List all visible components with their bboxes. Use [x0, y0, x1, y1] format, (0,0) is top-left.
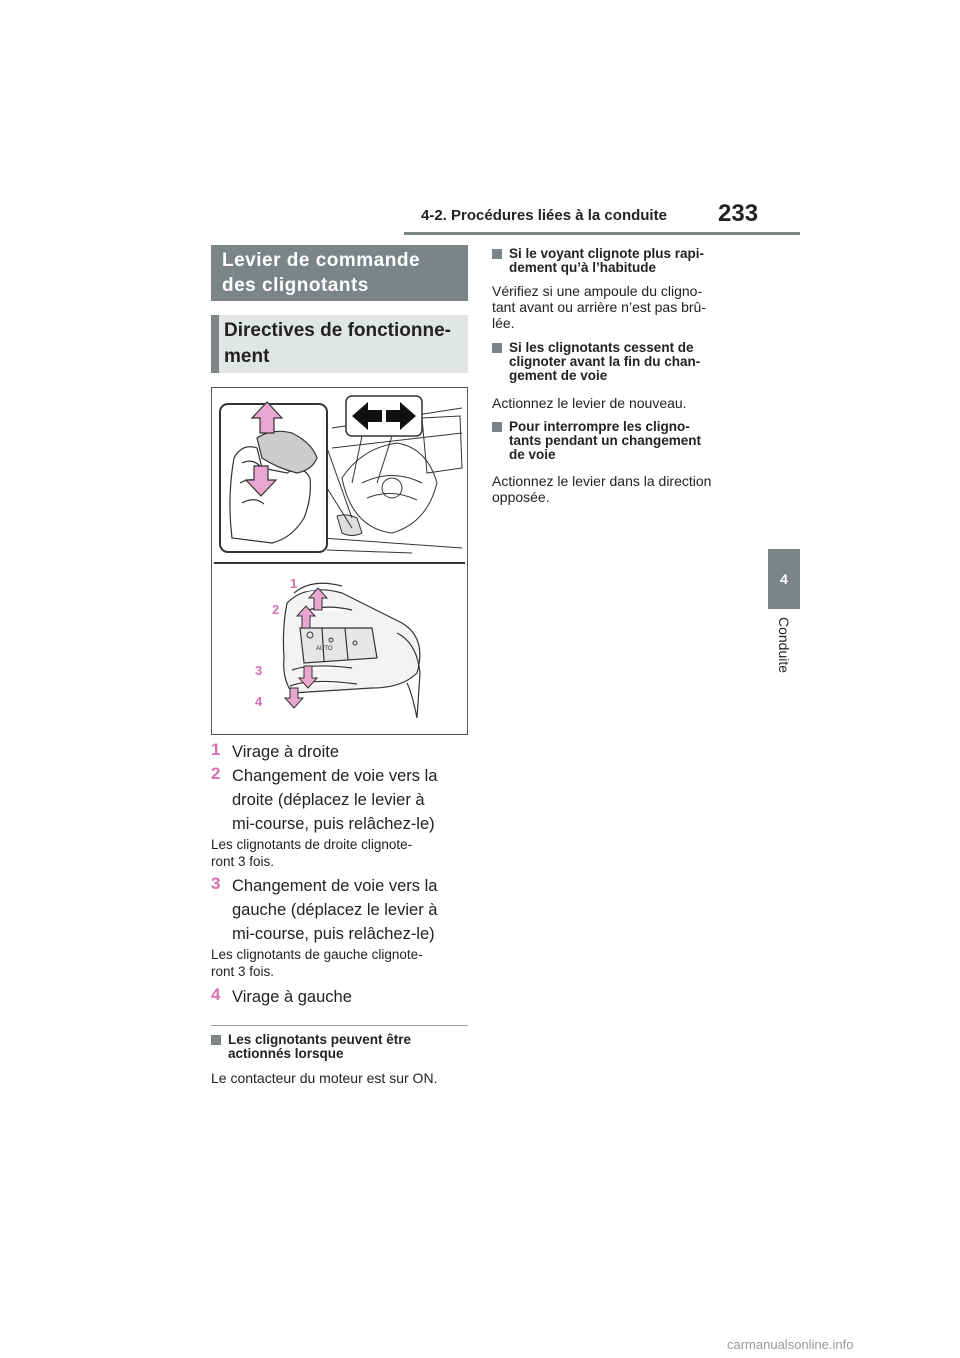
lever-marking: AUTO: [316, 646, 333, 652]
callout-1: 1: [290, 576, 298, 591]
callout-2: 2: [272, 602, 280, 617]
section-title: 4-2. Procédures liées à la conduite: [421, 207, 667, 224]
note-body-interrupt: Actionnez le levier dans la direction opposée.: [492, 473, 712, 505]
callout-4: 4: [255, 694, 263, 709]
list-item-1: 1 Virage à droite: [211, 740, 340, 761]
note-body-fast-blink: Vérifiez si une ampoule du cligno- tant avant ou arrière n’est pas brû- lée.: [492, 283, 707, 331]
square-bullet-icon: [492, 249, 502, 259]
list-item-3-note: Les clignotants de gauche clignote- ront 3 fois.: [211, 947, 423, 979]
square-bullet-icon: [492, 343, 502, 353]
header-rule: [404, 232, 800, 235]
square-bullet-icon: [211, 1035, 221, 1045]
lever-drawing: [283, 583, 420, 718]
chapter-tab: 4: [768, 549, 800, 609]
list-item-2-note: Les clignotants de droite clignote- ront 3 fois.: [211, 837, 413, 869]
list-item-2: 2 Changement de voie vers la droite (déplacez le levier à mi-course, puis relâchez-le): [211, 764, 438, 833]
square-bullet-icon: [492, 422, 502, 432]
footer-watermark: carmanualsonline.info: [727, 1337, 854, 1352]
note-heading-stop-early: Si les clignotants cessent de clignoter avant la fin du chan- gement de voie: [492, 341, 752, 383]
section-divider: [211, 1025, 468, 1026]
note-heading-fast-blink: Si le voyant clignote plus rapi- dement qu’à l’habitude: [492, 247, 752, 275]
note-body-stop-early: Actionnez le levier de nouveau.: [492, 395, 687, 411]
callout-3: 3: [255, 663, 263, 678]
note-heading-interrupt: Pour interrompre les cligno- tants pendant un changement de voie: [492, 420, 752, 462]
main-heading: Levier de commande des clignotants: [222, 250, 421, 296]
note-heading-activation: Les clignotants peuvent être actionnés lorsque: [211, 1033, 471, 1061]
chapter-label: Conduite: [776, 617, 792, 674]
page-number: 233: [718, 200, 759, 227]
turn-signal-illustration: [211, 387, 468, 735]
note-body-activation: Le contacteur du moteur est sur ON.: [211, 1070, 438, 1086]
sub-heading: Directives de fonctionne- ment: [224, 320, 451, 367]
list-item-3: 3 Changement de voie vers la gauche (déplacez le levier à mi-course, puis relâchez-le): [211, 874, 438, 943]
list-item-4: 4 Virage à gauche: [211, 985, 352, 1006]
